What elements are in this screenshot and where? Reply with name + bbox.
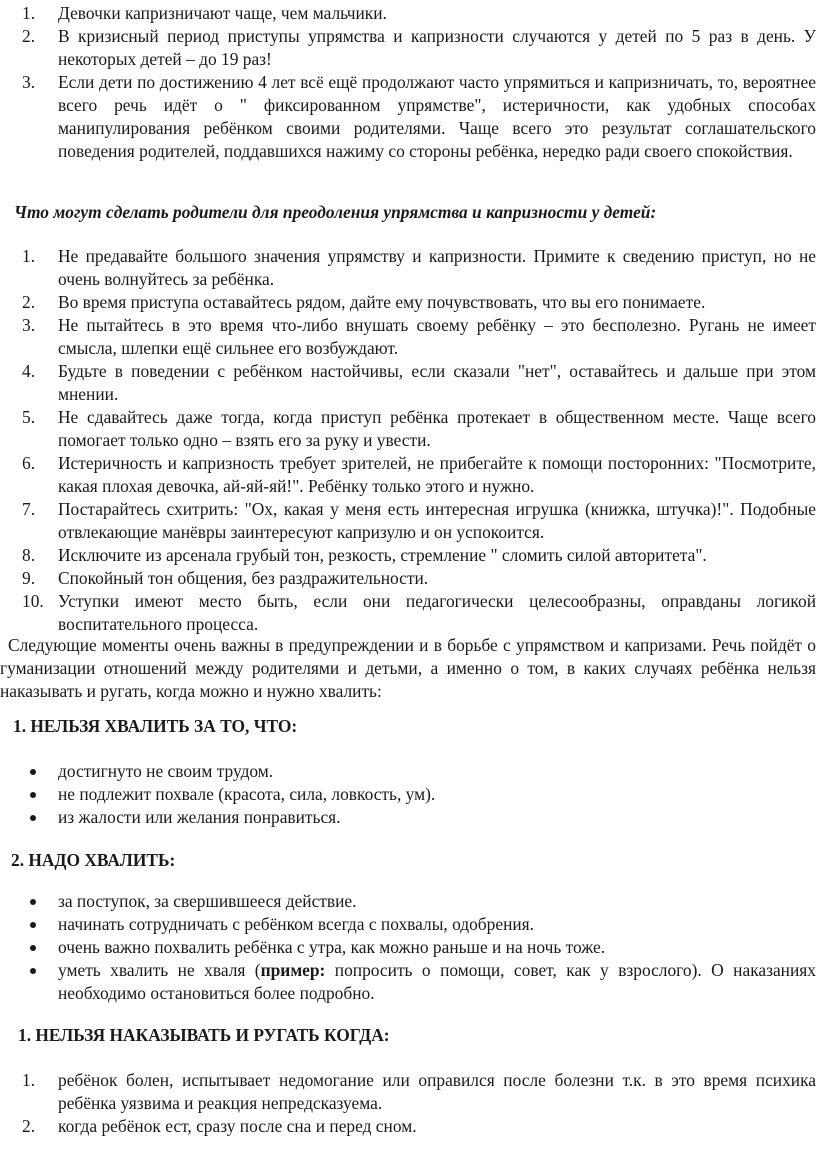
facts-list: [24, 2, 816, 163]
no-praise-list: [24, 760, 816, 829]
list-item: 8. Исключите из арсенала грубый тон, резкость, стремление " сломить силой авторитета".: [22, 545, 707, 565]
bullet-icon: [30, 945, 36, 951]
list-item: 10. Уступки имеют место быть, если они педагогически целесообразны, оправданы логикой воспитательного процесса.: [22, 591, 816, 634]
list-item: за поступок, за свершившееся действие.: [24, 890, 816, 913]
section-heading-parents: Что могут сделать родители для преодоления упрямства и капризности у детей:: [14, 202, 657, 222]
list-item: 9. Спокойный тон общения, без раздражительности.: [22, 568, 429, 588]
list-item: начинать сотрудничать с ребёнком всегда с похвалы, одобрения.: [24, 913, 816, 936]
heading-no-praise: 1. НЕЛЬЗЯ ХВАЛИТЬ ЗА ТО, ЧТО:: [13, 716, 298, 736]
list-item: не подлежит похвале (красота, сила, ловкость, ум).: [24, 783, 816, 806]
list-item: 3. Не пытайтесь в это время что-либо внушать своему ребёнку – это бесполезно. Ругань не имеет смысла, шлепки ещё сильнее его возбуждают.: [22, 315, 816, 358]
list-item: 3. Если дети по достижению 4 лет всё ещё продолжают часто упрямиться и капризничать, то, вероятнее всего речь идёт о " фиксированном упрямстве", истеричности, как удобных способах манипулирования ребёнком своими родителями. Чаще всего это результат соглашательского поведения родителей, поддавшихся нажиму со стороны ребёнка, нередко ради своего спокойствия.: [22, 72, 816, 161]
list-item: 4. Будьте в поведении с ребёнком настойчивы, если сказали "нет", оставайтесь и дальше при этом мнении.: [22, 361, 816, 404]
list-item: 2. когда ребёнок ест, сразу после сна и перед сном.: [22, 1116, 417, 1136]
heading-praise: 2. НАДО ХВАЛИТЬ:: [11, 850, 176, 870]
bullet-icon: [30, 769, 36, 775]
list-item: 2. Во время приступа оставайтесь рядом, дайте ему почувствовать, что вы его понимаете.: [22, 292, 706, 312]
intro-paragraph: Следующие моменты очень важны в предупреждении и в борьбе с упрямством и капризами. Речь пойдёт о гуманизации отношений между родителями и детьми, а именно о том, в каких случаях ребёнка нельзя наказывать и ругать, когда можно и нужно хвалить:: [0, 635, 816, 701]
bullet-icon: [30, 792, 36, 798]
list-item: из жалости или желания понравиться.: [24, 806, 816, 829]
list-item: 2. В кризисный период приступы упрямства и капризности случаются у детей по 5 раз в день. У некоторых детей – до 19 раз!: [22, 26, 816, 69]
bullet-icon: [30, 815, 36, 821]
bullet-icon: [30, 899, 36, 905]
list-item: уметь хвалить не хваля (пример: попросить о помощи, совет, как у взрослого). О наказаниях необходимо остановиться более подробно.: [24, 959, 816, 1005]
list-item: 7. Постарайтесь схитрить: "Ох, какая у меня есть интересная игрушка (книжка, штучка)!". Подобные отвлекающие манёвры заинтересуют капризулю и он успокоится.: [22, 499, 816, 542]
no-punish-list: [24, 1069, 816, 1138]
list-item: 1. Девочки капризничают чаще, чем мальчики.: [22, 3, 387, 23]
list-item: достигнуто не своим трудом.: [24, 760, 816, 783]
bullet-icon: [30, 968, 36, 974]
list-item: 5. Не сдавайтесь даже тогда, когда приступ ребёнка протекает в общественном месте. Чаще всего помогает только одно – взять его за руку и увести.: [22, 407, 816, 450]
list-item: очень важно похвалить ребёнка с утра, как можно раньше и на ночь тоже.: [24, 936, 816, 959]
list-item: 1. ребёнок болен, испытывает недомогание или оправился после болезни т.к. в это время психика ребёнка уязвима и реакция непредсказуема.: [22, 1070, 816, 1113]
list-item: 6. Истеричность и капризность требует зрителей, не прибегайте к помощи посторонних: "Посмотрите, какая плохая девочка, ай-яй-яй!". Ребёнку только этого и нужно.: [22, 453, 816, 496]
praise-list: [24, 890, 816, 1005]
parents-advice-list: [24, 245, 816, 636]
bullet-icon: [30, 922, 36, 928]
heading-no-punish: 1. НЕЛЬЗЯ НАКАЗЫВАТЬ И РУГАТЬ КОГДА:: [18, 1025, 390, 1045]
list-item: 1. Не предавайте большого значения упрямству и капризности. Примите к сведению приступ, но не очень волнуйтесь за ребёнка.: [22, 246, 816, 289]
